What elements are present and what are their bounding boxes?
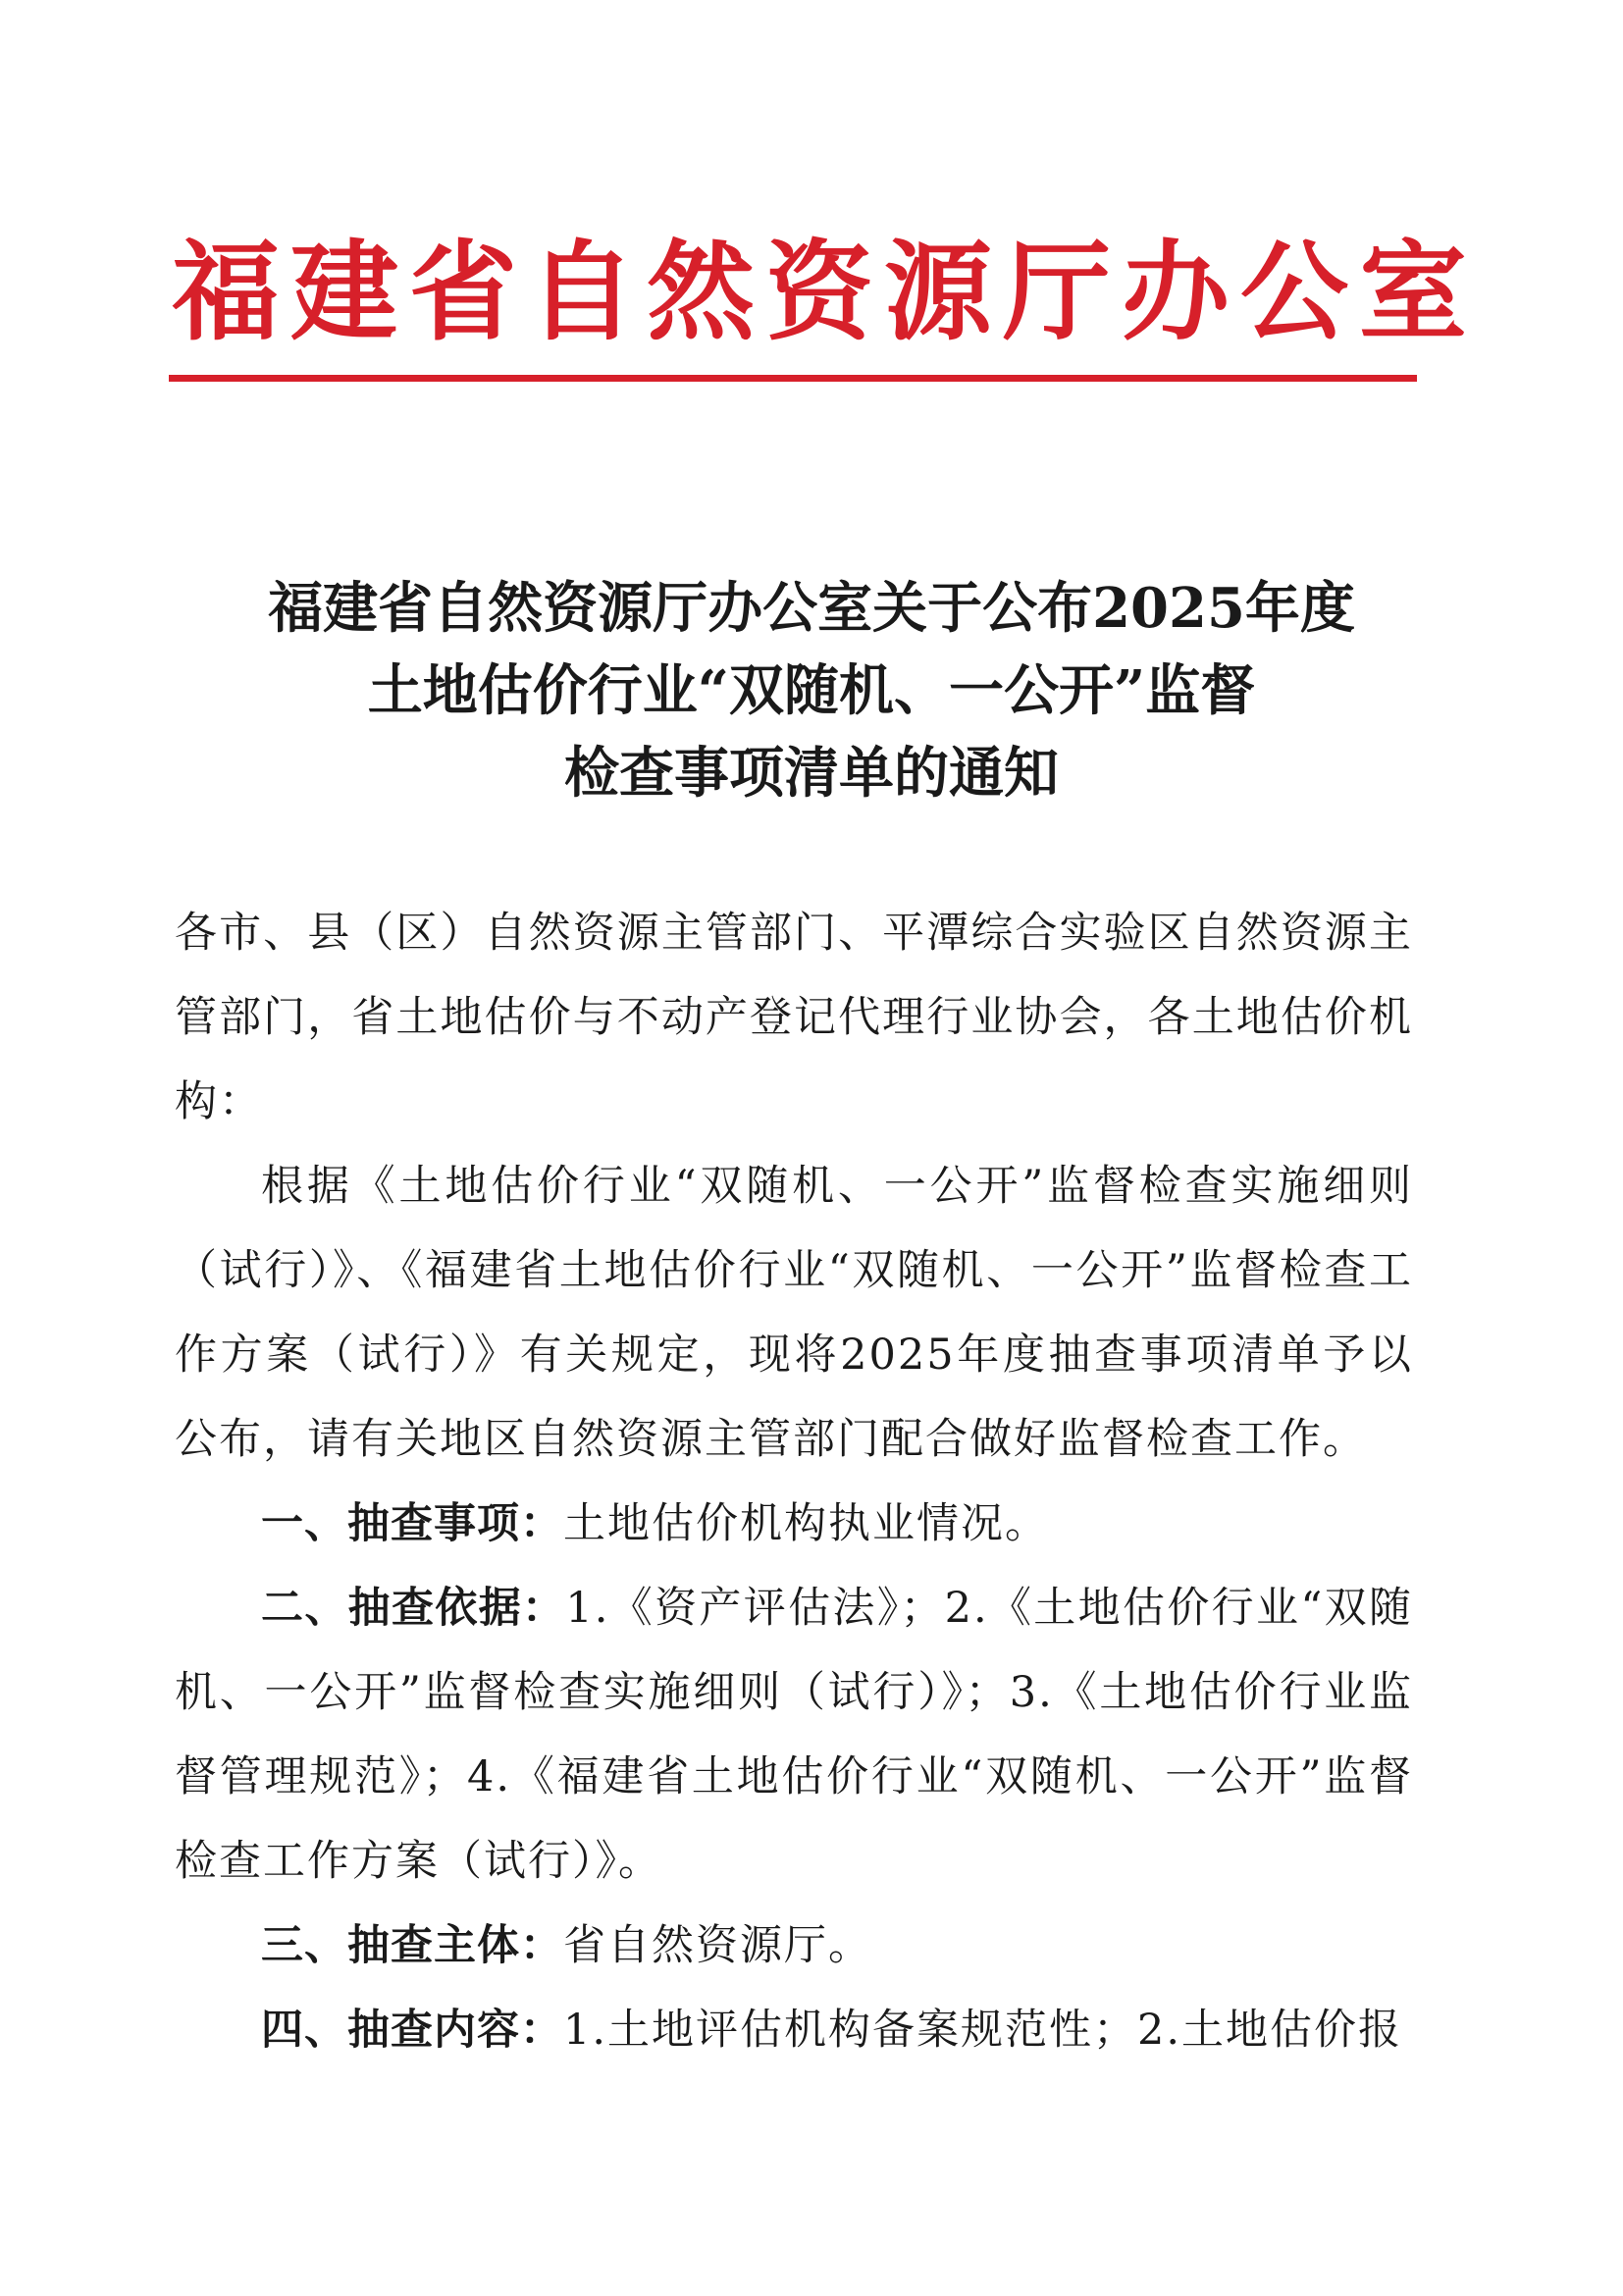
section-3-label: 三、抽查主体：: [261, 1921, 563, 1970]
section-2-label: 二、抽查依据：: [261, 1584, 566, 1633]
intro-paragraph: 根据《土地估价行业“双随机、一公开”监督检查实施细则（试行）》、《福建省土地估价行业“双随机、一公开”监督检查工作方案（试行）》有关规定，现将2025年度抽查事项清单予以公布，请有关地区自然资源主管部门配合做好监督检查工作。: [175, 1162, 1413, 1464]
salutation: 各市、县（区）自然资源主管部门、平潭综合实验区自然资源主管部门，省土地估价与不动产登记代理行业协会，各土地估价机构：: [175, 909, 1413, 1126]
section-3: [175, 1904, 1413, 1988]
letterhead-red-rule: [169, 375, 1417, 382]
section-1-label: 一、抽查事项：: [261, 1499, 563, 1548]
letterhead-org-name: 福建省自然资源厅办公室: [172, 229, 1478, 355]
title-line-1: 福建省自然资源厅办公室关于公布2025年度: [268, 576, 1355, 641]
section-2: [175, 1566, 1413, 1904]
section-1: [175, 1482, 1413, 1566]
section-4: [175, 1988, 1413, 2072]
section-2-text: 1.《资产评估法》；2.《土地估价行业“双随机、一公开”监督检查实施细则（试行）》；3.《土地估价行业监督管理规范》；4.《福建省土地估价行业“双随机、一公开”监督检查工作方案（试行）》。: [175, 1584, 1413, 1886]
title-line-2: 土地估价行业“双随机、一公开”监督: [367, 658, 1256, 723]
document-title: [147, 567, 1476, 814]
section-1-text: 土地估价机构执业情况。: [563, 1499, 1049, 1548]
title-line-3: 检查事项清单的通知: [564, 741, 1059, 806]
document-body: [175, 891, 1413, 2072]
section-3-text: 省自然资源厅。: [563, 1921, 872, 1970]
section-4-label: 四、抽查内容：: [261, 2006, 563, 2055]
section-4-text: 1.土地评估机构备案规范性；2.土地估价报: [563, 2006, 1403, 2055]
